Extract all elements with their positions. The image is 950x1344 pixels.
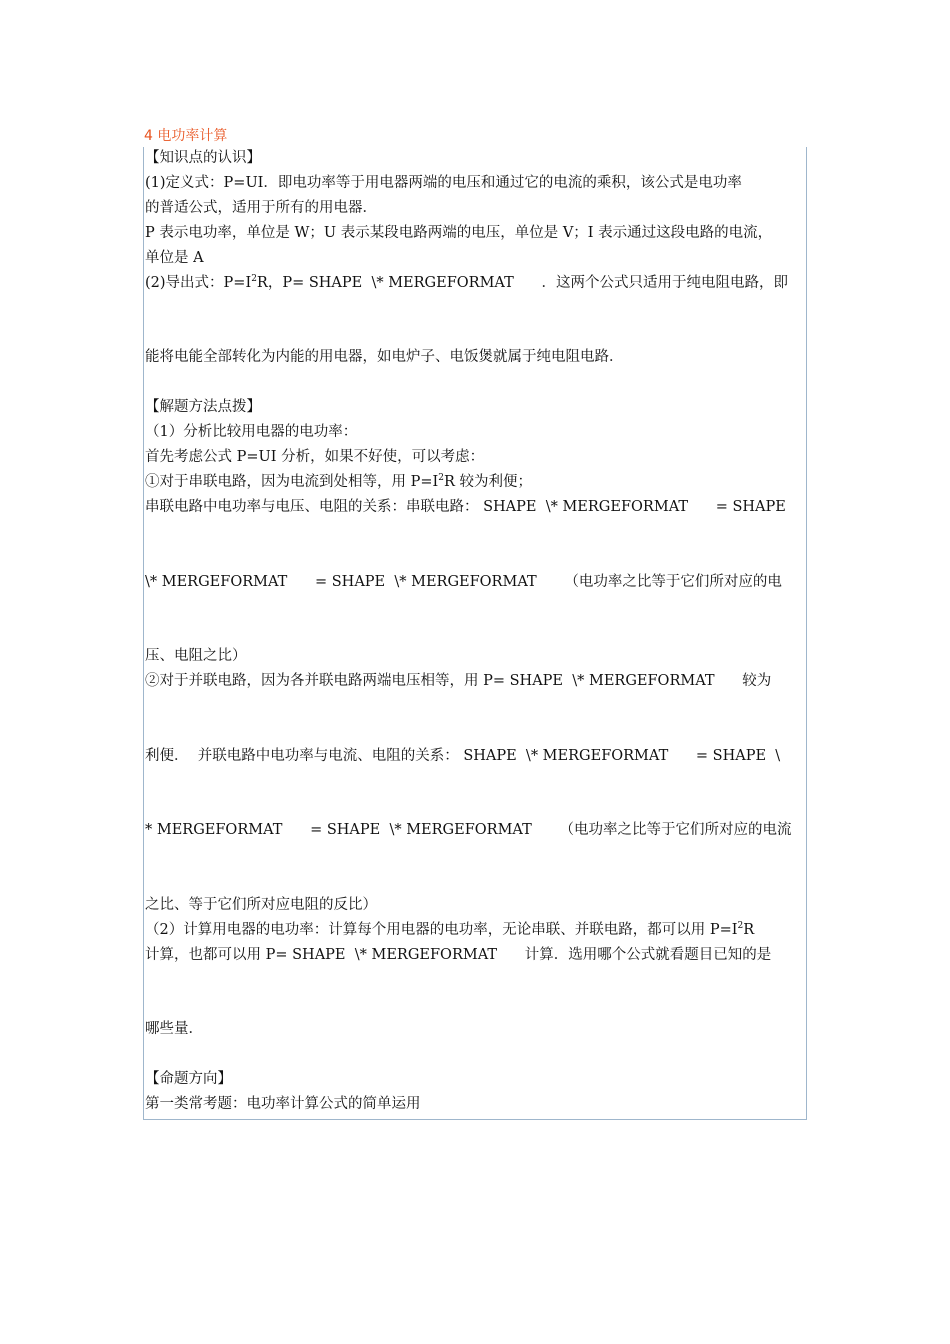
direction-heading: 【命题方向】 [145, 1071, 232, 1087]
definition-line-1: (1)定义式：P=UI．即电功率等于用电器两端的电压和通过它的电流的乘积，该公式是电功率 [145, 175, 742, 191]
derived-formula-part-c: R，P= SHAPE \* MERGEFORMAT ．这两个公式只适用于纯电阻电路，即 [256, 275, 788, 291]
parallel-line-1: ②对于并联电路，因为各并联电路两端电压相等，用 P= SHAPE \* MERGEFORMAT 较为 [145, 673, 772, 689]
symbols-line-1: P 表示电功率，单位是 W；U 表示某段电路两端的电压，单位是 V；I 表示通过这段电路的电流， [145, 225, 773, 241]
derived-formula-superscript: 2 [251, 274, 257, 285]
calc-line-1-part-a: （2）计算用电器的电功率：计算每个用电器的电功率，无论串联、并联电路，都可以用 P=I [145, 922, 738, 938]
method-line-1: （1）分析比较用电器的电功率： [145, 424, 358, 440]
series-line-4: 压、电阻之比） [145, 648, 247, 664]
parallel-line-3: * MERGEFORMAT = SHAPE \* MERGEFORMAT （电功率之比等于它们所对应的电流 [145, 822, 792, 838]
derived-formula-part-a: (2)导出式：P=I [145, 275, 252, 291]
document-title: 4 电功率计算 [144, 128, 228, 144]
calc-line-1-superscript: 2 [737, 921, 744, 932]
parallel-line-4: 之比、等于它们所对应电阻的反比） [145, 897, 377, 913]
series-line-1-superscript: 2 [438, 473, 444, 484]
calc-line-3: 哪些量． [145, 1021, 203, 1037]
calc-line-1 [145, 920, 754, 940]
method-line-2: 首先考虑公式 P=UI 分析，如果不好使，可以考虑： [145, 449, 485, 465]
calc-line-1-part-c: R [743, 922, 755, 938]
direction-line-1: 第一类常考题：电功率计算公式的简单运用 [145, 1096, 421, 1112]
calc-line-2: 计算，也都可以用 P= SHAPE \* MERGEFORMAT 计算．选用哪个公式就看题目已知的是 [145, 947, 772, 963]
series-line-2: 串联电路中电功率与电压、电阻的关系：串联电路： SHAPE \* MERGEFORMAT = SHAPE [145, 499, 786, 515]
definition-line-2: 的普适公式，适用于所有的用电器． [145, 200, 377, 216]
symbols-line-2: 单位是 A [145, 250, 204, 266]
method-heading: 【解题方法点拨】 [145, 399, 261, 415]
series-line-3: \* MERGEFORMAT = SHAPE \* MERGEFORMAT （电功率之比等于它们所对应的电 [145, 574, 782, 590]
derived-formula-line-1 [145, 273, 788, 293]
series-line-1-part-a: ①对于串联电路，因为电流到处相等，用 P=I [145, 474, 439, 490]
derived-formula-line-2: 能将电能全部转化为内能的用电器，如电炉子、电饭煲就属于纯电阻电路． [145, 349, 624, 365]
knowledge-heading: 【知识点的认识】 [145, 150, 261, 166]
series-line-1 [145, 472, 532, 492]
parallel-line-2: 利便． 并联电路中电功率与电流、电阻的关系： SHAPE \* MERGEFORMAT = SHAPE \ [145, 748, 781, 764]
series-line-1-part-c: R 较为利便； [443, 474, 533, 490]
